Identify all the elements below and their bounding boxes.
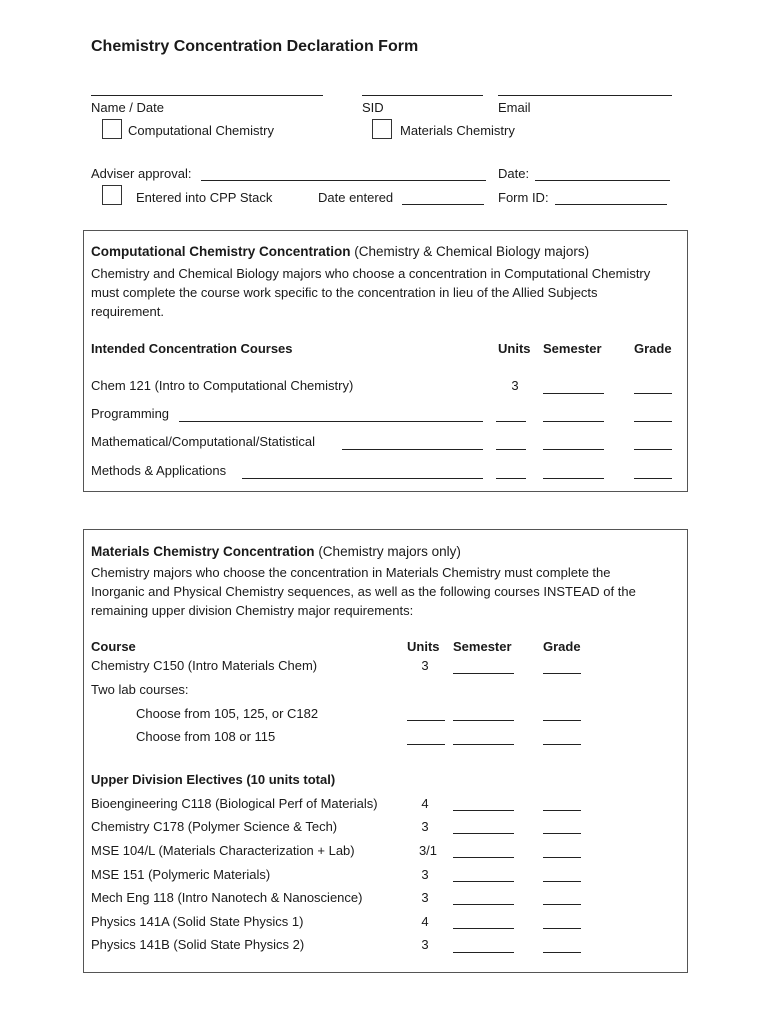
comp-grade-field[interactable] xyxy=(634,421,672,422)
elective-units: 4 xyxy=(421,914,429,929)
lab-choice: Choose from 105, 125, or C182 xyxy=(136,706,319,721)
comp-course-math: Mathematical/Computational/Statistical xyxy=(91,434,315,449)
comp-units-field[interactable] xyxy=(496,449,526,450)
form-id-field[interactable] xyxy=(555,204,667,205)
name-date-field[interactable] xyxy=(91,95,323,96)
mat-units-field[interactable] xyxy=(407,744,445,745)
adviser-approval-field[interactable] xyxy=(201,180,486,181)
upper-division-electives-heading: Upper Division Electives (10 units total) xyxy=(91,772,336,787)
mat-semester-field[interactable] xyxy=(453,928,514,929)
mat-semester-field[interactable] xyxy=(453,744,514,745)
materials-chemistry-label: Materials Chemistry xyxy=(400,123,515,138)
comp-grade-field[interactable] xyxy=(634,449,672,450)
col-grade: Grade xyxy=(634,341,672,356)
comp-semester-field[interactable] xyxy=(543,478,604,479)
mat-semester-field[interactable] xyxy=(453,952,514,953)
entered-cpp-stack-label: Entered into CPP Stack xyxy=(136,190,273,205)
mat-units-field[interactable] xyxy=(407,720,445,721)
col-units: Units xyxy=(498,341,531,356)
materials-description: Chemistry majors who choose the concentration in Materials Chemistry must complete the Inorganic and Physical Chemistry sequences, as well as the following courses INSTEAD of the remaining upper division Chemistry major requirements: xyxy=(91,565,636,618)
mat-grade-field[interactable] xyxy=(543,952,581,953)
computational-chemistry-label: Computational Chemistry xyxy=(128,123,274,138)
sid-field[interactable] xyxy=(362,95,483,96)
computational-heading-bold: Computational Chemistry Concentration xyxy=(91,244,351,259)
elective-course: Chemistry C178 (Polymer Science & Tech) xyxy=(91,819,338,834)
materials-section-heading xyxy=(91,544,461,559)
adviser-approval-label: Adviser approval: xyxy=(91,166,192,181)
mat-semester-field[interactable] xyxy=(453,833,514,834)
mat-grade-field[interactable] xyxy=(543,833,581,834)
date-entered-label: Date entered xyxy=(318,190,394,205)
comp-course-chem121: Chem 121 (Intro to Computational Chemistry) xyxy=(91,378,354,393)
comp-course-field[interactable] xyxy=(342,449,483,450)
email-label: Email xyxy=(498,100,531,115)
materials-chemistry-checkbox[interactable] xyxy=(372,119,392,139)
page-title: Chemistry Concentration Declaration Form xyxy=(91,38,419,55)
sid-label: SID xyxy=(362,100,384,115)
elective-units: 3 xyxy=(421,937,429,952)
comp-semester-field[interactable] xyxy=(543,449,604,450)
mat-grade-field[interactable] xyxy=(543,881,581,882)
computational-section-heading xyxy=(91,244,589,259)
computational-chemistry-checkbox[interactable] xyxy=(102,119,122,139)
elective-course: MSE 104/L (Materials Characterization + Lab) xyxy=(91,843,355,858)
col-intended-courses: Intended Concentration Courses xyxy=(91,341,293,356)
col-semester: Semester xyxy=(453,639,512,654)
comp-grade-field[interactable] xyxy=(634,393,672,394)
col-semester: Semester xyxy=(543,341,602,356)
elective-units: 3 xyxy=(421,890,429,905)
lab-choice: Choose from 108 or 115 xyxy=(136,729,276,744)
comp-course-methods: Methods & Applications xyxy=(91,463,227,478)
comp-units-field[interactable] xyxy=(496,478,526,479)
email-field[interactable] xyxy=(498,95,672,96)
comp-units-field[interactable] xyxy=(496,421,526,422)
mat-semester-field[interactable] xyxy=(453,810,514,811)
mat-semester-field[interactable] xyxy=(453,673,514,674)
mat-units-c150: 3 xyxy=(421,658,429,673)
col-grade: Grade xyxy=(543,639,581,654)
mat-course-c150: Chemistry C150 (Intro Materials Chem) xyxy=(91,658,318,673)
mat-semester-field[interactable] xyxy=(453,904,514,905)
computational-heading-rest: (Chemistry & Chemical Biology majors) xyxy=(350,244,590,259)
mat-grade-field[interactable] xyxy=(543,904,581,905)
comp-units-chem121: 3 xyxy=(511,378,519,393)
col-course: Course xyxy=(91,639,136,654)
col-units: Units xyxy=(407,639,440,654)
materials-heading-bold: Materials Chemistry Concentration xyxy=(91,544,315,559)
mat-grade-field[interactable] xyxy=(543,673,581,674)
two-lab-courses-label: Two lab courses: xyxy=(91,682,189,697)
elective-units: 3/1 xyxy=(418,843,438,858)
elective-course: Physics 141A (Solid State Physics 1) xyxy=(91,914,304,929)
comp-course-field[interactable] xyxy=(179,421,483,422)
name-date-label: Name / Date xyxy=(91,100,164,115)
elective-course: MSE 151 (Polymeric Materials) xyxy=(91,867,271,882)
date-label: Date: xyxy=(498,166,530,181)
mat-semester-field[interactable] xyxy=(453,881,514,882)
mat-semester-field[interactable] xyxy=(453,720,514,721)
mat-grade-field[interactable] xyxy=(543,744,581,745)
comp-course-field[interactable] xyxy=(242,478,483,479)
elective-units: 4 xyxy=(421,796,429,811)
comp-course-programming: Programming xyxy=(91,406,170,421)
mat-semester-field[interactable] xyxy=(453,857,514,858)
comp-grade-field[interactable] xyxy=(634,478,672,479)
mat-grade-field[interactable] xyxy=(543,720,581,721)
mat-grade-field[interactable] xyxy=(543,857,581,858)
materials-heading-rest: (Chemistry majors only) xyxy=(314,544,461,559)
entered-cpp-stack-checkbox[interactable] xyxy=(102,185,122,205)
date-entered-field[interactable] xyxy=(402,204,484,205)
elective-units: 3 xyxy=(421,819,429,834)
mat-grade-field[interactable] xyxy=(543,928,581,929)
elective-course: Bioengineering C118 (Biological Perf of Materials) xyxy=(91,796,378,811)
date-field[interactable] xyxy=(535,180,670,181)
mat-grade-field[interactable] xyxy=(543,810,581,811)
comp-semester-field[interactable] xyxy=(543,421,604,422)
computational-description: Chemistry and Chemical Biology majors who choose a concentration in Computational Chemistry must complete the course work specific to the concentration in lieu of the Allied Subjects requirement. xyxy=(91,266,651,319)
form-id-label: Form ID: xyxy=(498,190,549,205)
comp-semester-field[interactable] xyxy=(543,393,604,394)
elective-course: Mech Eng 118 (Intro Nanotech & Nanoscience) xyxy=(91,890,363,905)
elective-course: Physics 141B (Solid State Physics 2) xyxy=(91,937,305,952)
elective-units: 3 xyxy=(421,867,429,882)
